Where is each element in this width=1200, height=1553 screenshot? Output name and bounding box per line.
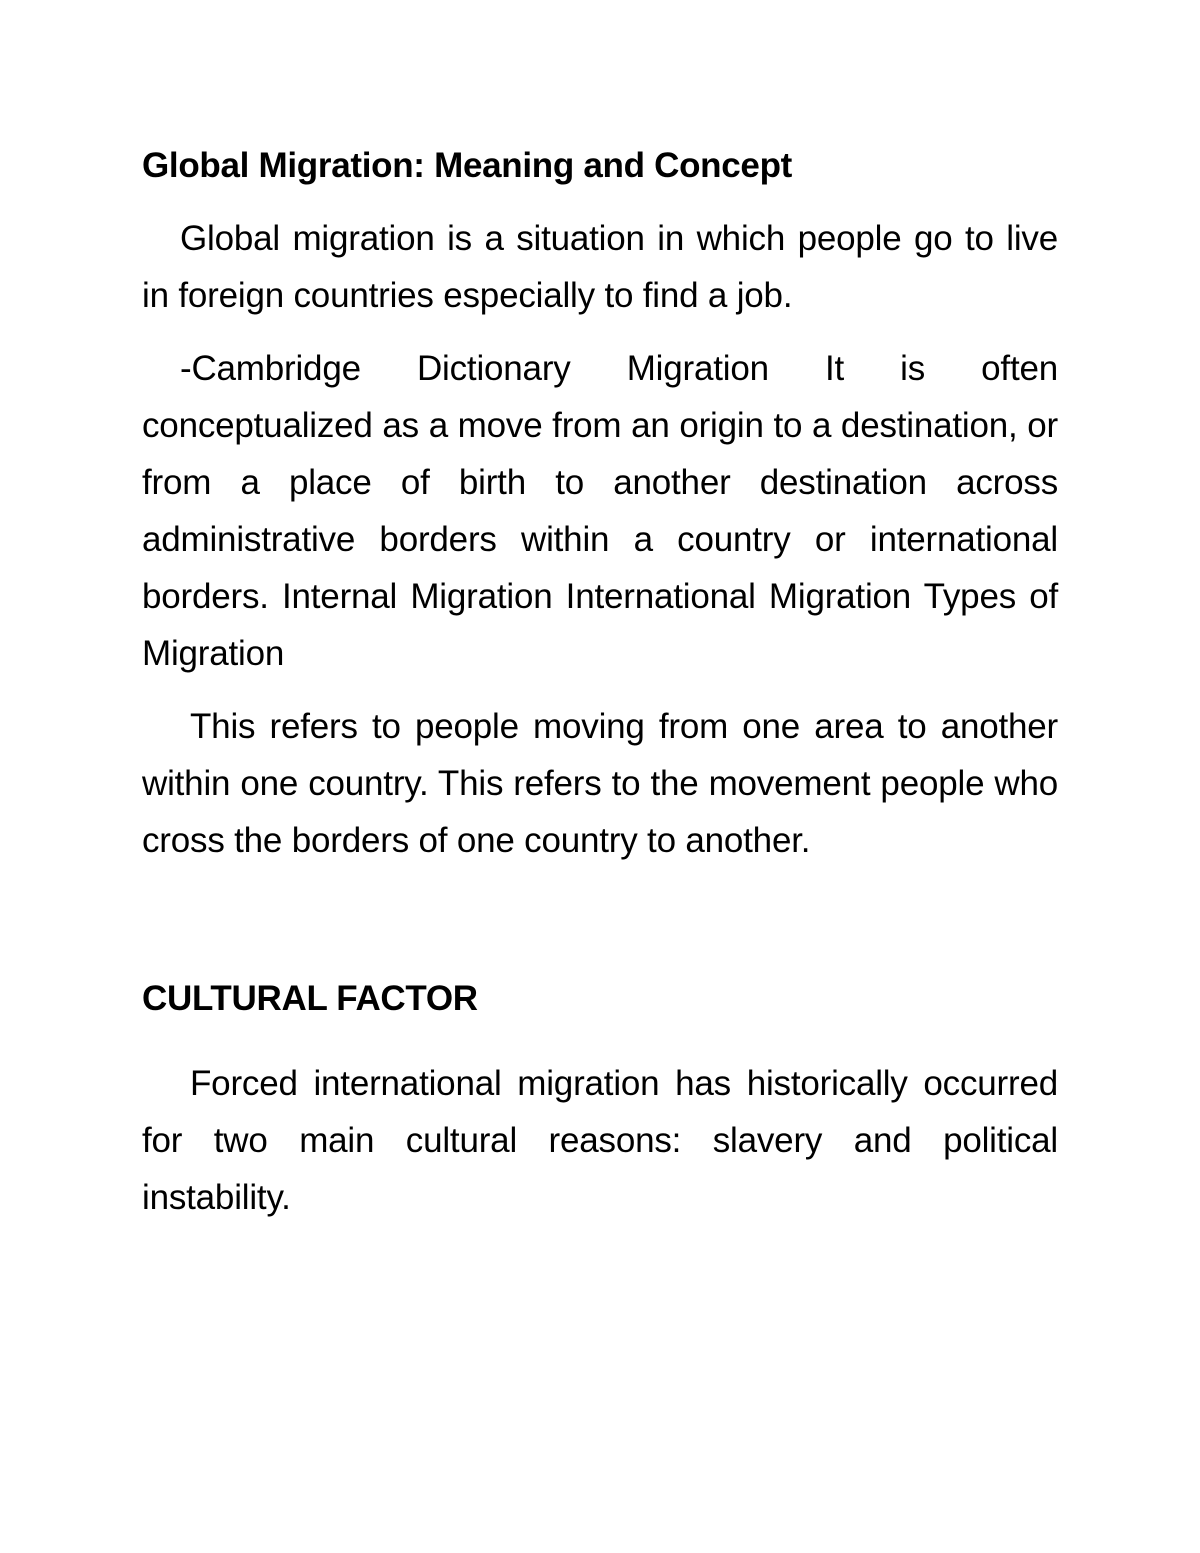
definition-paragraph: Global migration is a situation in which people go to live in foreign countries especially to find a job. xyxy=(142,219,1058,315)
section-heading-cultural-factor: CULTURAL FACTOR xyxy=(142,979,478,1018)
cultural-factor-paragraph: Forced international migration has historically occurred for two main cultural reasons: slavery and political instability. xyxy=(142,1064,1058,1217)
types-paragraph: This refers to people moving from one area to another within one country. This refers to the movement people who cross the borders of one country to another. xyxy=(142,707,1058,860)
document-page xyxy=(142,138,1058,1226)
concept-paragraph: -Cambridge Dictionary Migration It is often conceptualized as a move from an origin to a destination, or from a place of birth to another destination across administrative borders within a country or international borders. Internal Migration International Migration Types of Migration xyxy=(142,349,1058,673)
section-heading-global-migration: Global Migration: Meaning and Concept xyxy=(142,146,793,185)
